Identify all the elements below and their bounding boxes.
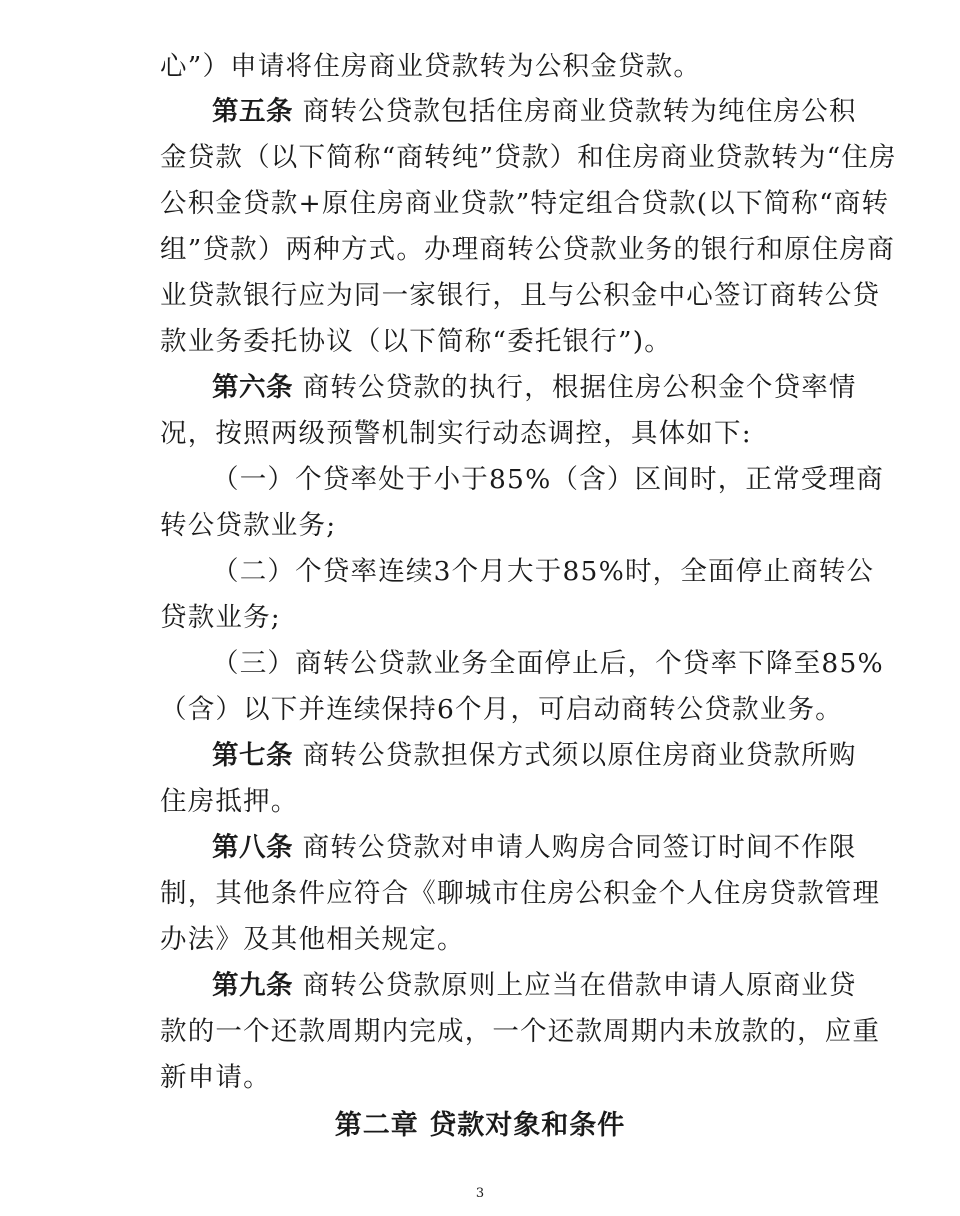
line-text: （一）个贷率处于小于85%（含）区间时，正常受理商 — [212, 464, 884, 495]
chapter-heading: 第二章 贷款对象和条件 — [334, 1110, 626, 1141]
text-line — [212, 552, 875, 592]
line-text: 业贷款银行应为同一家银行，且与公积金中心签订商转公贷 — [160, 280, 881, 311]
line-text: 办法》及其他相关规定。 — [160, 924, 465, 955]
text-line — [160, 322, 840, 362]
line-text: 贷款业务; — [160, 602, 281, 633]
text-line — [160, 690, 843, 730]
text-line — [160, 506, 840, 546]
line-text: （二）个贷率连续3个月大于85%时，全面停止商转公 — [212, 556, 875, 587]
article-label: 第五条 — [212, 96, 293, 127]
text-line — [160, 920, 840, 960]
line-text: 组”贷款）两种方式。办理商转公贷款业务的银行和原住房商 — [160, 234, 895, 265]
text-line — [160, 1058, 840, 1098]
article-label: 第六条 — [212, 372, 293, 403]
text-line — [212, 644, 884, 684]
text-line — [160, 598, 840, 638]
article-9-heading-line — [212, 966, 857, 1006]
article-7-heading-line — [212, 736, 857, 776]
line-text: 况，按照两级预警机制实行动态调控，具体如下: — [160, 418, 752, 449]
line-text: （含）以下并连续保持6个月，可启动商转公贷款业务。 — [160, 694, 843, 725]
line-text: 商转公贷款担保方式须以原住房商业贷款所购 — [302, 740, 857, 771]
line-text: 商转公贷款原则上应当在借款申请人原商业贷 — [302, 970, 857, 1001]
page-number: 3 — [475, 1186, 485, 1201]
text-line — [160, 414, 840, 454]
line-text: 心”）申请将住房商业贷款转为公积金贷款。 — [160, 51, 702, 82]
line-text: 住房抵押。 — [160, 786, 299, 817]
text-line — [160, 1012, 881, 1052]
article-label: 第八条 — [212, 832, 293, 863]
text-line — [160, 874, 881, 914]
text-line — [160, 47, 840, 87]
article-label: 第九条 — [212, 970, 293, 1001]
article-6-heading-line — [212, 368, 857, 408]
line-text: 款的一个还款周期内完成，一个还款周期内未放款的，应重 — [160, 1016, 881, 1047]
line-text: 制，其他条件应符合《聊城市住房公积金个人住房贷款管理 — [160, 878, 881, 909]
line-text: 转公贷款业务; — [160, 510, 337, 541]
article-label: 第七条 — [212, 740, 293, 771]
article-8-heading-line — [212, 828, 857, 868]
line-text: 商转公贷款包括住房商业贷款转为纯住房公积 — [302, 96, 857, 127]
line-text: （三）商转公贷款业务全面停止后，个贷率下降至85% — [212, 648, 884, 679]
article-5-heading-line — [212, 92, 857, 132]
line-text: 款业务委托协议（以下简称“委托银行”)。 — [160, 326, 672, 357]
text-line — [160, 782, 840, 822]
text-line — [160, 276, 881, 316]
line-text: 公积金贷款+原住房商业贷款”特定组合贷款(以下简称“商转 — [160, 188, 890, 219]
text-line — [160, 230, 895, 270]
line-text: 新申请。 — [160, 1062, 271, 1093]
line-text: 商转公贷款对申请人购房合同签订时间不作限 — [302, 832, 857, 863]
line-text: 金贷款（以下简称“商转纯”贷款）和住房商业贷款转为“住房 — [160, 142, 897, 173]
line-text: 商转公贷款的执行，根据住房公积金个贷率情 — [302, 372, 857, 403]
text-line — [160, 184, 890, 224]
text-line — [160, 138, 897, 178]
text-line — [212, 460, 884, 500]
